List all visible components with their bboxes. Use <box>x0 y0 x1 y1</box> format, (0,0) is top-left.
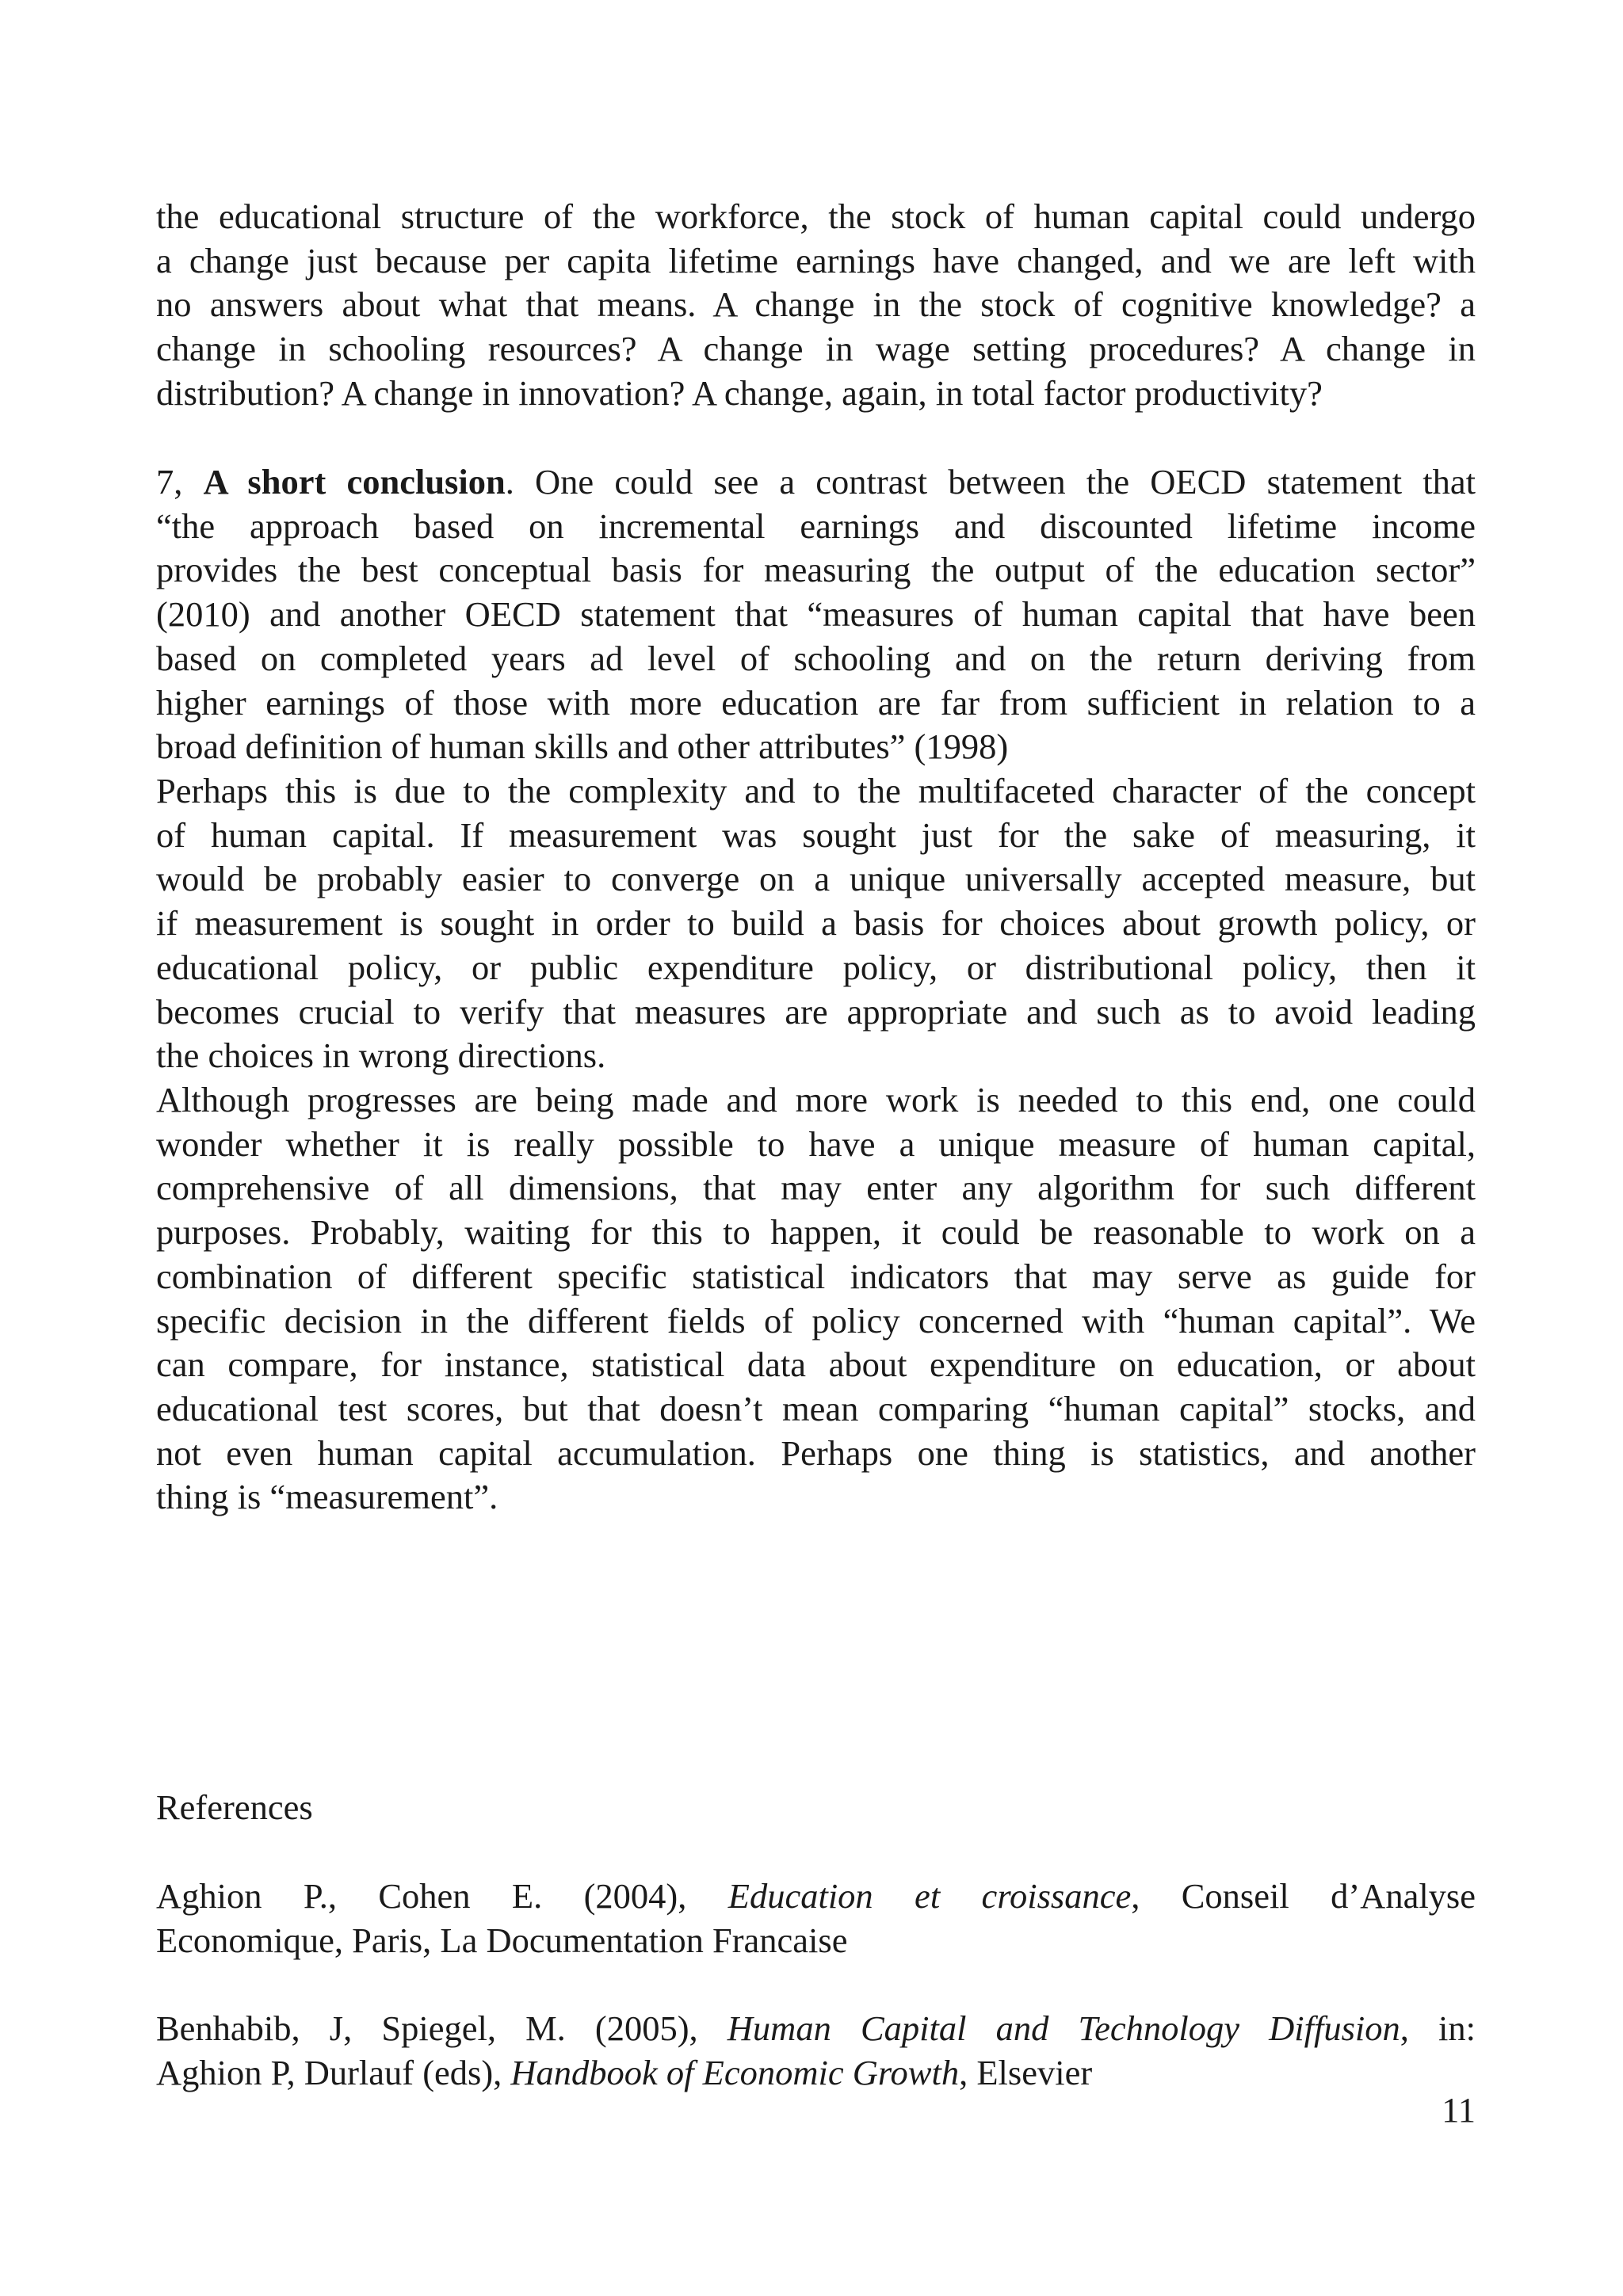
text-line: based on completed years ad level of schooling and on the return deriving from <box>156 638 1476 678</box>
text-line <box>156 2007 1476 2051</box>
reference-entry <box>156 1875 1476 1962</box>
paragraph <box>156 1078 1476 1520</box>
text-line: comprehensive of all dimensions, that may enter any algorithm for such different <box>156 1168 1476 1208</box>
text-line: Although progresses are being made and more work is needed to this end, one could <box>156 1080 1476 1119</box>
text-line: “the approach based on incremental earnings and discounted lifetime income <box>156 505 1476 546</box>
text-line: a change just because per capita lifetime earnings have changed, and we are left with <box>156 240 1476 280</box>
reference-title: Education et croissance <box>727 1876 1132 1916</box>
text-line: higher earnings of those with more education are far from sufficient in relation to a <box>156 682 1476 723</box>
reference-authors: Aghion P., Cohen E. (2004), <box>156 1876 687 1916</box>
text-line: can compare, for instance, statistical data about expenditure on education, or about <box>156 1344 1476 1385</box>
text-line: purposes. Probably, waiting for this to happen, it could be reasonable to work on a <box>156 1212 1476 1253</box>
text-line: becomes crucial to verify that measures are appropriate and such as to avoid leading <box>156 991 1476 1032</box>
text-line: combination of different specific statistical indicators that may serve as guide for <box>156 1256 1476 1296</box>
text-line: educational policy, or public expenditure policy, or distributional policy, then it <box>156 947 1476 987</box>
reference-entry <box>156 2007 1476 2095</box>
reference-authors: Benhabib, J, Spiegel, M. (2005), <box>156 2008 698 2048</box>
references-heading: References <box>156 1787 313 1827</box>
text-fragment: . One could see a contrast between the OECD statement that <box>505 462 1476 502</box>
text-line: not even human capital accumulation. Perhaps one thing is statistics, and another <box>156 1432 1476 1473</box>
paragraph-conclusion <box>156 460 1476 769</box>
reference-editors: Aghion P, Durlauf (eds), <box>156 2052 511 2092</box>
text-line <box>156 460 1476 505</box>
reference-title: Human Capital and Technology Diffusion <box>727 2008 1400 2048</box>
paragraph-continuation <box>156 195 1476 416</box>
text-line: change in schooling resources? A change in wage setting procedures? A change in <box>156 329 1476 369</box>
text-line: educational test scores, but that doesn’t mean comparing “human capital” stocks, and <box>156 1388 1476 1428</box>
text-line <box>156 2051 1476 2096</box>
reference-book-title: Handbook of Economic Growth <box>510 2052 960 2092</box>
text-line: Economique, Paris, La Documentation Francaise <box>156 1920 848 1960</box>
text-line: Perhaps this is due to the complexity and to the multifaceted character of the concept <box>156 771 1476 810</box>
page-number: 11 <box>1442 2090 1476 2130</box>
reference-publisher: , Elsevier <box>959 2052 1093 2092</box>
text-line: would be probably easier to converge on a unique universally accepted measure, but <box>156 859 1476 899</box>
reference-in: , in: <box>1400 2008 1476 2048</box>
text-line: the educational structure of the workforce, the stock of human capital could undergo <box>156 196 1476 236</box>
text-line <box>156 1875 1476 1919</box>
section-heading: A short conclusion <box>203 462 506 502</box>
text-line: wonder whether it is really possible to have a unique measure of human capital, <box>156 1123 1476 1164</box>
text-line: if measurement is sought in order to build a basis for choices about growth policy, or <box>156 903 1476 944</box>
text-line: the choices in wrong directions. <box>156 1035 606 1076</box>
text-line: of human capital. If measurement was sought just for the sake of measuring, it <box>156 814 1476 855</box>
text-line: thing is “measurement”. <box>156 1477 498 1517</box>
paragraph <box>156 769 1476 1078</box>
section-number: 7, <box>156 462 183 502</box>
text-line: specific decision in the different fields of policy concerned with “human capital”. We <box>156 1300 1476 1341</box>
text-line: distribution? A change in innovation? A change, again, in total factor productivity? <box>156 372 1323 413</box>
text-line: broad definition of human skills and other attributes” (1998) <box>156 727 1009 767</box>
text-line: no answers about what that means. A change in the stock of cognitive knowledge? a <box>156 284 1476 325</box>
text-line: (2010) and another OECD statement that “measures of human capital that have been <box>156 594 1476 635</box>
reference-publisher: , Conseil d’Analyse <box>1131 1876 1476 1916</box>
text-line: provides the best conceptual basis for measuring the output of the education sector” <box>156 550 1476 590</box>
